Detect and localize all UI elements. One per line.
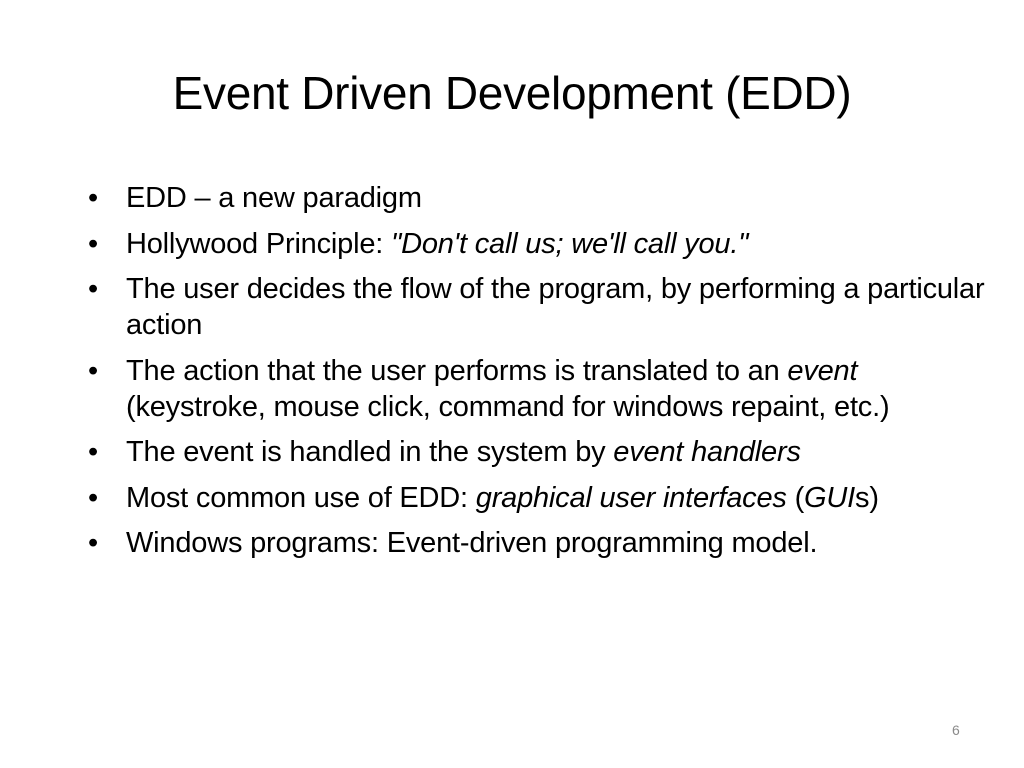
bullet-text (126, 273, 984, 341)
bullet-dot-icon: • (88, 436, 98, 468)
bullet-item (88, 353, 988, 425)
bullet-text-run: EDD – a new paradigm (126, 182, 422, 214)
bullet-item (88, 434, 988, 470)
bullet-item (88, 180, 988, 216)
bullet-text-run: Hollywood Principle: (126, 227, 391, 260)
bullet-dot-icon: • (88, 182, 98, 214)
bullet-text-run: s) (855, 481, 879, 514)
bullet-dot-icon: • (88, 527, 98, 559)
bullet-text (126, 228, 748, 260)
bullet-list (88, 180, 988, 571)
bullet-text-run: The action that the user performs is translated to an (126, 354, 788, 387)
bullet-text-run: (keystroke, mouse click, command for windows repaint, etc.) (126, 390, 890, 423)
bullet-text-run: Most common use of EDD: (126, 481, 476, 514)
bullet-text-run: ( (786, 481, 805, 514)
bullet-dot-icon: • (88, 227, 98, 260)
bullet-text-emphasis: graphical user interfaces (475, 481, 787, 514)
bullet-text-emphasis: "Don't call us; we'll call you." (390, 227, 749, 260)
bullet-text (126, 527, 817, 559)
bullet-text (126, 482, 879, 514)
bullet-item (88, 525, 988, 561)
bullet-text-run: The user decides the flow of the program, by performing a particular action (126, 273, 985, 341)
bullet-text-run: The event is handled in the system by (126, 436, 614, 468)
bullet-text-emphasis: event (787, 354, 858, 387)
slide-title: Event Driven Development (EDD) (172, 67, 852, 119)
bullet-text (126, 436, 801, 468)
bullet-item (88, 271, 988, 343)
bullet-dot-icon: • (88, 273, 98, 305)
bullet-text-emphasis: event handlers (613, 436, 801, 468)
bullet-text (126, 182, 422, 214)
bullet-item (88, 480, 988, 516)
bullet-item (88, 226, 988, 262)
page-number: 6 (952, 722, 960, 738)
bullet-text (126, 355, 889, 423)
bullet-dot-icon: • (88, 481, 98, 514)
bullet-text-run: Windows programs: Event-driven programming model. (126, 527, 818, 559)
bullet-dot-icon: • (88, 354, 98, 387)
bullet-text-emphasis: GUI (804, 481, 856, 514)
